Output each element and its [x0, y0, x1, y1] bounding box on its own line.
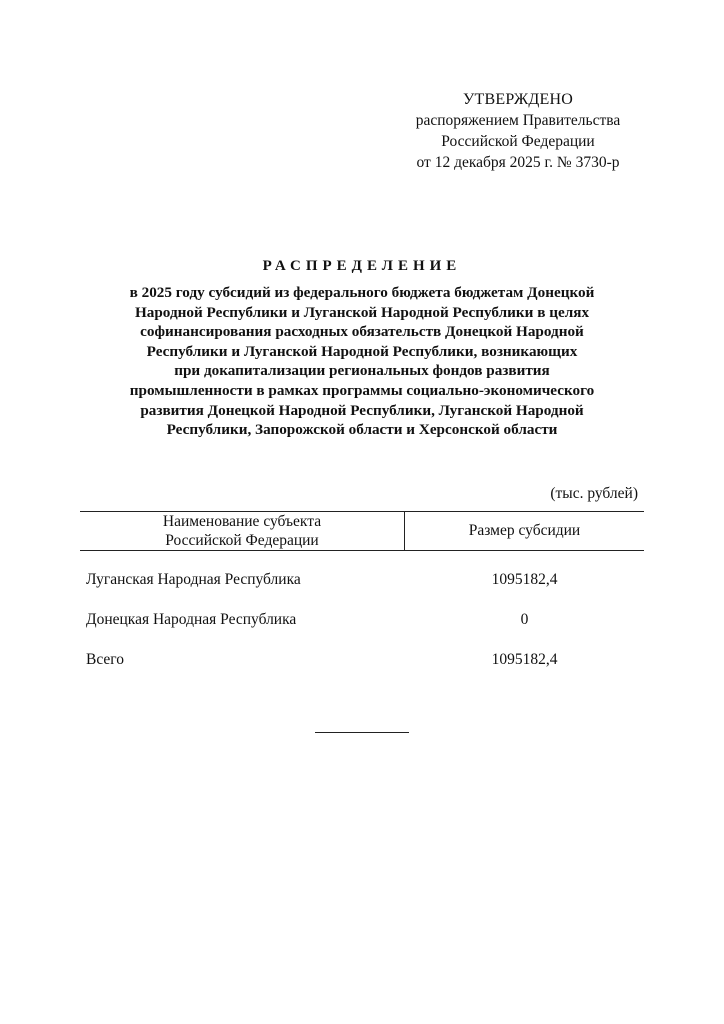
row-total-label: Всего: [86, 651, 125, 668]
row-subject-name: Луганская Народная Республика: [86, 571, 301, 588]
row-subject-name: Донецкая Народная Республика: [86, 611, 297, 628]
approval-heading: УТВЕРЖДЕНО: [462, 91, 573, 108]
approval-line-date-number: от 12 декабря 2025 г. № 3730-р: [416, 154, 620, 171]
subtitle-line: при докапитализации региональных фондов развития: [174, 362, 550, 380]
units-label: (тыс. рублей): [550, 485, 638, 502]
row-subsidy-value: 0: [520, 611, 529, 628]
closing-separator-line: [315, 732, 409, 733]
subtitle-line: Народной Республики и Луганской Народной Республики в целях: [134, 303, 590, 321]
subtitle-line: развития Донецкой Народной Республики, Луганской Народной: [140, 401, 584, 419]
approval-block: [398, 89, 638, 173]
subtitle-line: в 2025 году субсидий из федерального бюджета бюджетам Донецкой: [129, 284, 595, 301]
row-total-value: 1095182,4: [491, 651, 558, 668]
approval-line-federation: Российской Федерации: [441, 133, 595, 150]
table-row: [0, 610, 724, 630]
table-header-bottom-border: [80, 550, 644, 551]
column-header-subject-line2: Российской Федерации: [165, 532, 319, 549]
subtitle-line: софинансирования расходных обязательств Донецкой Народной: [140, 323, 584, 341]
row-subsidy-value: 1095182,4: [491, 571, 558, 588]
table-row-total: [0, 650, 724, 670]
subtitle-line: Республики и Луганской Народной Республики, возникающих: [146, 342, 578, 360]
column-header-subject-line1: Наименование субъекта: [162, 513, 322, 530]
subtitle-line: промышленности в рамках программы социально-экономического: [129, 381, 595, 399]
column-header-subject: [80, 512, 404, 550]
approval-line-government: распоряжением Правительства: [415, 112, 621, 129]
subtitle-line: Республики, Запорожской области и Херсонской области: [166, 421, 558, 439]
document-subtitle: [80, 283, 644, 440]
document-title: РАСПРЕДЕЛЕНИЕ: [262, 258, 462, 274]
table-row: [0, 570, 724, 590]
column-header-amount: Размер субсидии: [468, 522, 581, 539]
